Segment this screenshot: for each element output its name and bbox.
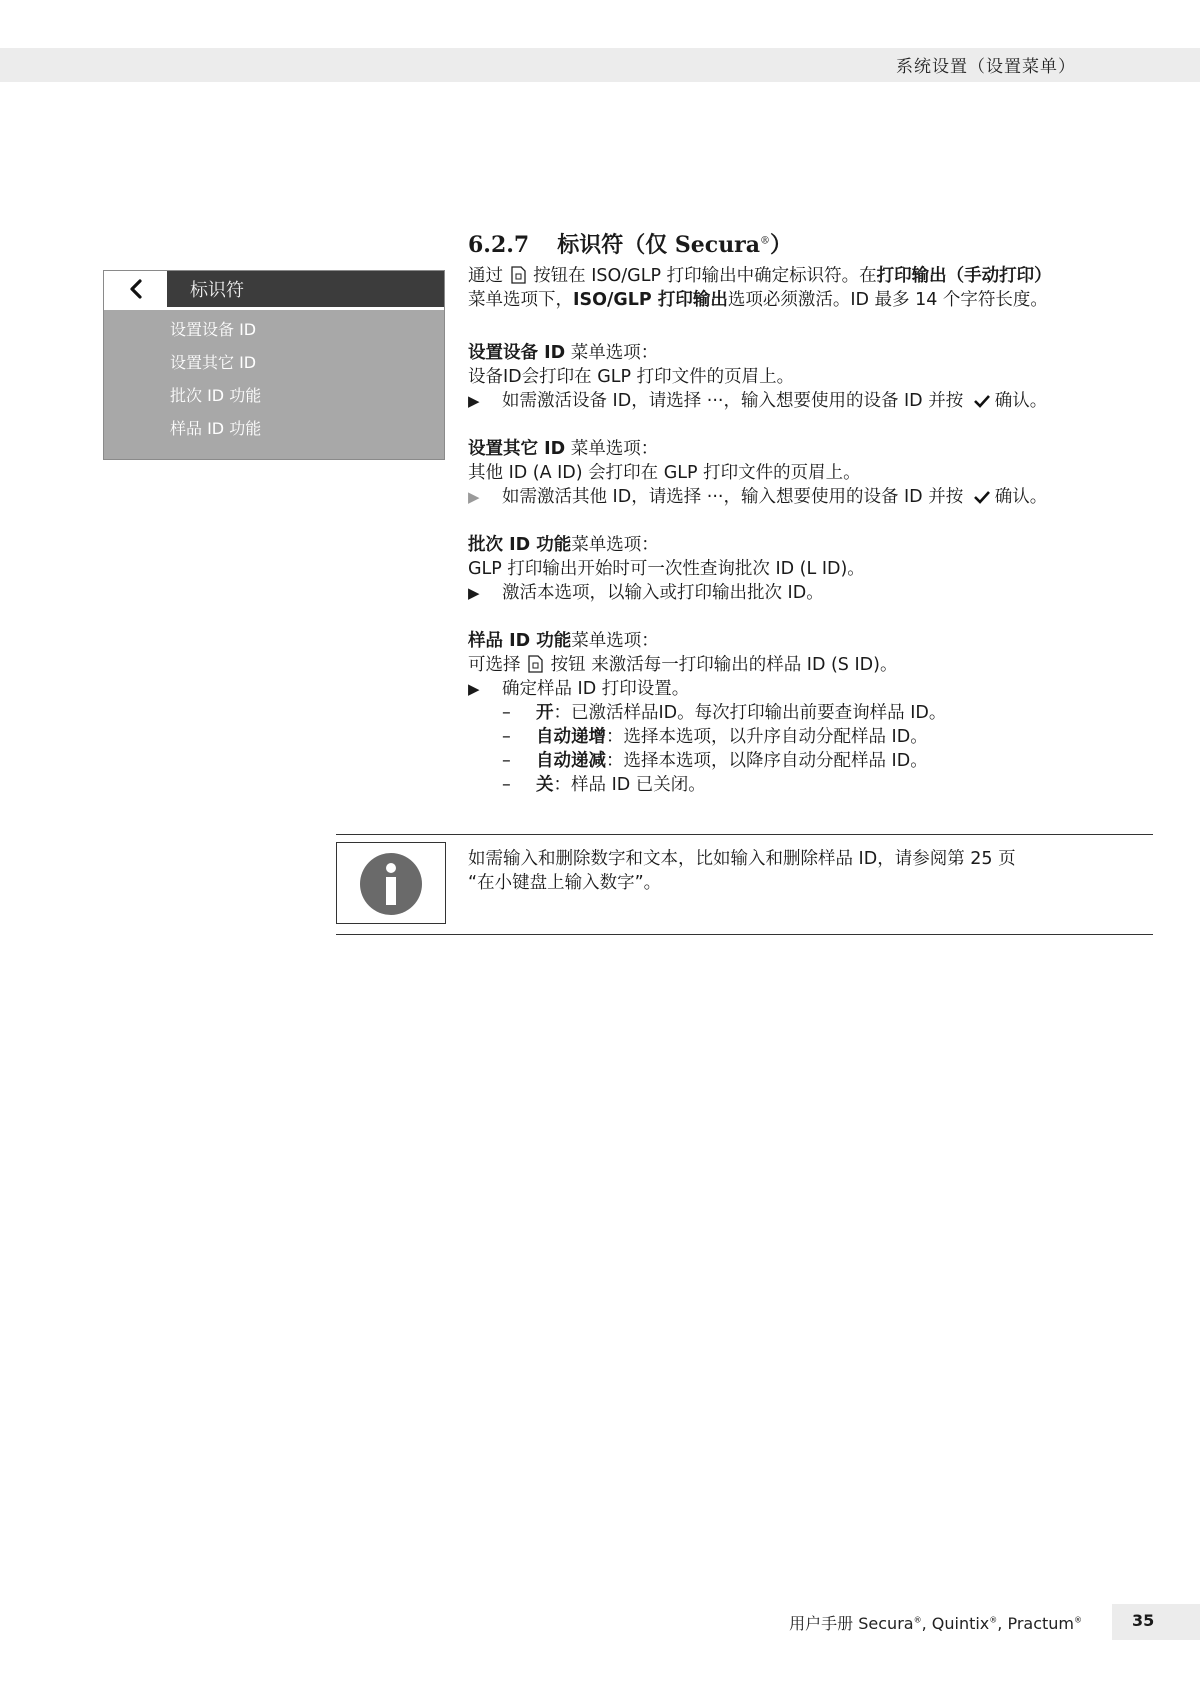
menu-item-batch-id[interactable]: 批次 ID 功能 [170,386,262,405]
registered-mark: ® [760,235,771,247]
registered-mark: ® [913,1615,922,1625]
heading-bold: 设置其它 ID [468,439,566,459]
footer-manual-title [789,1611,1082,1634]
dash-mark: – [502,703,511,723]
batch-id-heading [468,533,659,557]
dash-mark: – [502,727,511,747]
heading-rest: 菜单选项： [571,631,659,651]
step-text: 激活本选项，以输入或打印输出批次 ID。 [502,583,824,603]
note-rule-bottom [336,934,1153,935]
sample-option-on [502,701,946,725]
other-id-step [468,485,1047,509]
note-rule-top [336,834,1153,835]
check-icon [973,490,991,504]
other-id-heading [468,437,658,461]
page-number-box [1112,1604,1200,1640]
intro-line-2 [468,288,1048,312]
bullet-icon: ▶ [468,392,480,410]
option-label: 自动递增 [536,727,606,747]
footer-text: 用户手册 Secura [789,1614,914,1633]
step-text: 如需激活设备 ID，请选择 ···，输入想要使用的设备 ID 并按 [502,391,964,411]
desc-text: 按钮 来激活每一打印输出的样品 ID (S ID)。 [550,655,898,675]
step-text: 确认。 [994,391,1048,411]
sample-option-off [502,773,706,797]
section-title: 标识符（仅 Secura [557,232,761,258]
bullet-icon: ▶ [468,488,480,506]
intro-line-1 [468,264,1052,288]
sample-id-desc [468,653,897,677]
back-button[interactable] [104,271,168,307]
heading-rest: 菜单选项： [570,343,659,363]
check-icon [973,394,991,408]
intro-bold: ISO/GLP 打印输出 [573,290,728,310]
sample-id-step [468,677,689,701]
page-number: 35 [1132,1611,1155,1630]
bullet-icon: ▶ [468,680,480,698]
option-text: ：已激活样品ID。每次打印输出前要查询样品 ID。 [553,703,947,723]
menu-item-device-id[interactable]: 设置设备 ID [170,320,257,339]
menu-title: 标识符 [190,280,244,301]
section-number: 6.2.7 [468,232,530,258]
option-text: ：样品 ID 已关闭。 [553,775,706,795]
heading-rest: 菜单选项： [570,439,659,459]
registered-mark: ® [989,1615,998,1625]
batch-id-desc: GLP 打印输出开始时可一次性查询批次 ID (L ID)。 [468,559,865,579]
intro-text: 菜单选项下， [468,290,573,310]
identifier-menu-screen [103,270,445,460]
step-text: 确定样品 ID 打印设置。 [502,679,690,699]
print-doc-icon [528,655,543,673]
note-line-1: 如需输入和删除数字和文本，比如输入和删除样品 ID，请参阅第 25 页 [468,849,1016,869]
sample-id-heading [468,629,659,653]
print-doc-icon [511,266,526,284]
footer-text: , Quintix [921,1614,990,1633]
section-title-end: ） [770,232,793,258]
batch-id-step [468,581,824,605]
device-id-heading [468,341,658,365]
device-id-step [468,389,1047,413]
option-text: ：选择本选项，以降序自动分配样品 ID。 [606,751,928,771]
dash-mark: – [502,751,511,771]
desc-text: 可选择 [468,655,521,675]
info-icon [359,852,423,916]
menu-item-sample-id[interactable]: 样品 ID 功能 [170,419,262,438]
intro-bold: 打印输出（手动打印） [876,266,1052,286]
heading-bold: 设置设备 ID [468,343,566,363]
section-heading [468,228,792,259]
heading-bold: 批次 ID 功能 [468,535,572,555]
registered-mark: ® [1074,1615,1082,1625]
step-text: 如需激活其他 ID，请选择 ···，输入想要使用的设备 ID 并按 [502,487,964,507]
dash-mark: – [502,775,511,795]
option-label: 开 [536,703,554,723]
step-text: 确认。 [994,487,1048,507]
option-label: 关 [536,775,554,795]
note-line-2: “在小键盘上输入数字”。 [468,873,662,893]
intro-text: 按钮在 ISO/GLP 打印输出中确定标识符。在 [533,266,877,286]
heading-rest: 菜单选项： [571,535,659,555]
info-box [336,842,446,924]
option-text: ：选择本选项，以升序自动分配样品 ID。 [606,727,928,747]
intro-text: 通过 [468,266,503,286]
sample-option-auto-inc [502,725,928,749]
header-title: 系统设置（设置菜单） [896,57,1076,77]
intro-text: 选项必须激活。ID 最多 14 个字符长度。 [727,290,1048,310]
menu-header [104,271,444,310]
other-id-desc: 其他 ID (A ID) 会打印在 GLP 打印文件的页眉上。 [468,463,861,483]
device-id-desc: 设备ID会打印在 GLP 打印文件的页眉上。 [468,367,795,387]
sample-option-auto-dec [502,749,928,773]
bullet-icon: ▶ [468,584,480,602]
option-label: 自动递减 [536,751,606,771]
footer-text: , Practum [997,1614,1074,1633]
menu-item-other-id[interactable]: 设置其它 ID [170,353,257,372]
heading-bold: 样品 ID 功能 [468,631,572,651]
chevron-left-icon [128,279,144,299]
